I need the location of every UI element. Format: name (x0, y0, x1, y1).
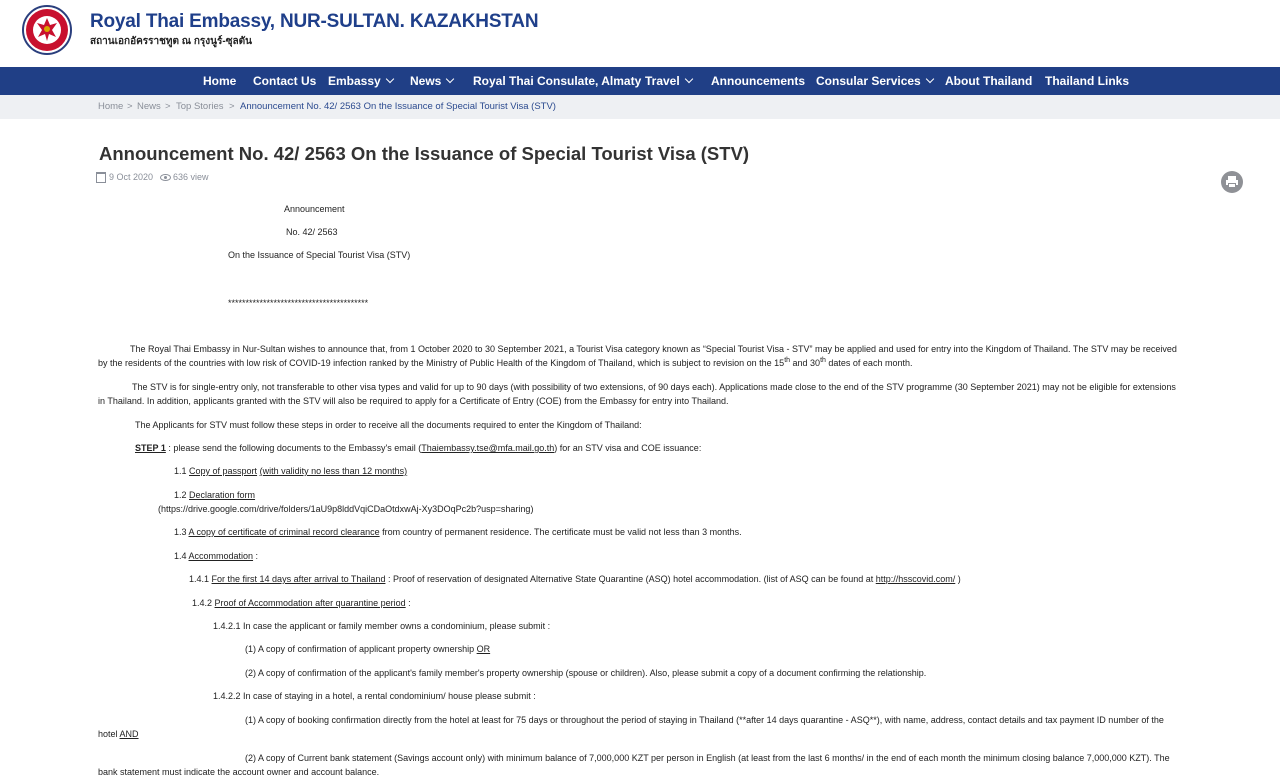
announcement-heading: Announcement (284, 204, 345, 214)
breadcrumb-top-stories[interactable]: Top Stories (176, 101, 224, 112)
step-1: STEP 1 : please send the following documents to the Embassy's email (Thaiembassy.tse@mfa.mail.go.th) for an STV visa and COE issuance: (135, 443, 702, 453)
item-1-4: 1.4 Accommodation : (174, 551, 259, 561)
breadcrumb-home[interactable]: Home (98, 101, 124, 112)
item-1-1: 1.1 Copy of passport (with validity no less than 12 months) (174, 466, 408, 476)
paragraph-3: The Applicants for STV must follow these steps in order to receive all the documents required to enter the Kingdom of Thailand: (135, 420, 642, 430)
site-header (0, 0, 1280, 66)
nav-travel[interactable]: Travel (645, 67, 692, 95)
paragraph-1-line-2: by the residents of the countries with low risk of COVID-19 infection ranked by the Ministry of Public Health of the Kingdom of Thailand, which is subject to revision on the 15th and 30th dates of each month. (98, 357, 913, 368)
chevron-down-icon (385, 75, 393, 83)
nav-contact-us[interactable]: Contact Us (253, 74, 317, 88)
announcement-number: No. 42/ 2563 (286, 227, 338, 237)
eye-icon (160, 174, 171, 181)
nav-royal-thai-consulate-almaty[interactable]: Royal Thai Consulate, Almaty (473, 74, 642, 88)
nav-thailand-links[interactable]: Thailand Links (1045, 74, 1130, 88)
breadcrumb-current: Announcement No. 42/ 2563 On the Issuance of Special Tourist Visa (STV) (240, 101, 556, 112)
item-1-4-2-2-b-line-1: (2) A copy of Current bank statement (Savings account only) with minimum balance of 7,000,000 KZT per person in English (at least from the last 6 months/ in the end of each month the minimum closing balance 7,000,000 KZT). The (245, 753, 1170, 763)
nav-about-thailand[interactable]: About Thailand (945, 74, 1033, 88)
main-navigation (0, 67, 1280, 95)
paragraph-2-line-1: The STV is for single-entry only, not transferable to other visa types and valid for up to 90 days (with possibility of two extensions, of 90 days each). Applications made close to the end of the STV programme (30 September 2021) may not be eligible for extensions (132, 382, 1176, 392)
item-1-4-2-2-a-line-2: hotel AND (98, 729, 139, 739)
nav-news[interactable]: News (410, 67, 453, 95)
garuda-emblem-icon[interactable] (22, 3, 72, 57)
nav-home[interactable]: Home (203, 74, 237, 88)
breadcrumb-separator: > (165, 101, 171, 112)
nav-announcements[interactable]: Announcements (711, 74, 806, 88)
breadcrumb (0, 95, 1280, 119)
announcement-subject: On the Issuance of Special Tourist Visa (STV) (228, 250, 411, 260)
site-subtitle: สถานเอกอัครราชทูต ณ กรุงนูร์-ซุลตัน (90, 36, 252, 47)
calendar-icon (96, 172, 106, 183)
item-1-4-2: 1.4.2 Proof of Accommodation after quarantine period : (192, 598, 411, 608)
item-1-4-2-1-a: (1) A copy of confirmation of applicant property ownership OR (245, 644, 491, 654)
item-1-4-2-1-b: (2) A copy of confirmation of the applicant's family member's property ownership (spouse or children). Also, please submit a copy of a document confirming the relationship. (245, 668, 927, 678)
item-1-4-1: 1.4.1 For the first 14 days after arrival to Thailand : Proof of reservation of designated Alternative State Quarantine (ASQ) hotel accommodation. (list of ASQ can be found at http://hsscovid.com/ ) (189, 574, 961, 584)
item-1-2: 1.2 Declaration form (174, 490, 256, 500)
chevron-down-icon (925, 75, 933, 83)
item-1-4-2-1: 1.4.2.1 In case the applicant or family member owns a condominium, please submit : (213, 621, 551, 631)
breadcrumb-separator: > (229, 101, 235, 112)
site-title[interactable]: Royal Thai Embassy, NUR-SULTAN. KAZAKHSTAN (90, 11, 539, 32)
nav-embassy[interactable]: Embassy (328, 67, 393, 95)
item-1-4-2-2: 1.4.2.2 In case of staying in a hotel, a rental condominium/ house please submit : (213, 691, 536, 701)
item-1-3: 1.3 A copy of certificate of criminal record clearance from country of permanent residence. The certificate must be valid not less than 3 months. (174, 527, 742, 537)
breadcrumb-news[interactable]: News (137, 101, 161, 112)
breadcrumb-separator: > (127, 101, 133, 112)
page-title: Announcement No. 42/ 2563 On the Issuance of Special Tourist Visa (STV) (99, 143, 750, 164)
chevron-down-icon (684, 75, 692, 83)
embassy-email-link[interactable]: Thaiembassy.tse@mfa.mail.go.th (421, 443, 555, 453)
print-button[interactable] (1221, 171, 1243, 193)
paragraph-2-line-2: in Thailand. In addition, applicants granted with the STV will also be required to apply for a Certificate of Entry (COE) from the Embassy for entry into Thailand. (98, 396, 729, 406)
item-1-4-2-2-b-line-2: bank statement must indicate the account owner and account balance. (98, 767, 380, 777)
nav-consular-services[interactable]: Consular Services (816, 67, 933, 95)
item-1-4-2-2-a-line-1: (1) A copy of booking confirmation directly from the hotel at least for 75 days or throughout the period of staying in Thailand (**after 14 days quarantine - ASQ**), with name, address, contact details and tax payment ID number of the (245, 715, 1164, 725)
view-count: 636 view (173, 172, 209, 182)
paragraph-1-line-1: The Royal Thai Embassy in Nur-Sultan wishes to announce that, from 1 October 2020 to 30 September 2021, a Tourist Visa category known as “Special Tourist Visa - STV” may be applied and used for entry into the Kingdom of Thailand. The STV may be received (130, 344, 1177, 354)
chevron-down-icon (446, 75, 454, 83)
divider-stars: **************************************** (228, 298, 369, 308)
publish-date: 9 Oct 2020 (109, 172, 154, 182)
hsscovid-link[interactable]: http://hsscovid.com/ (875, 574, 956, 584)
declaration-form-url[interactable]: (https://drive.google.com/drive/folders/1aU9p8lddVqiCDaOtdxwAj-Xy3DOqPc2b?usp=sharing) (158, 504, 534, 514)
